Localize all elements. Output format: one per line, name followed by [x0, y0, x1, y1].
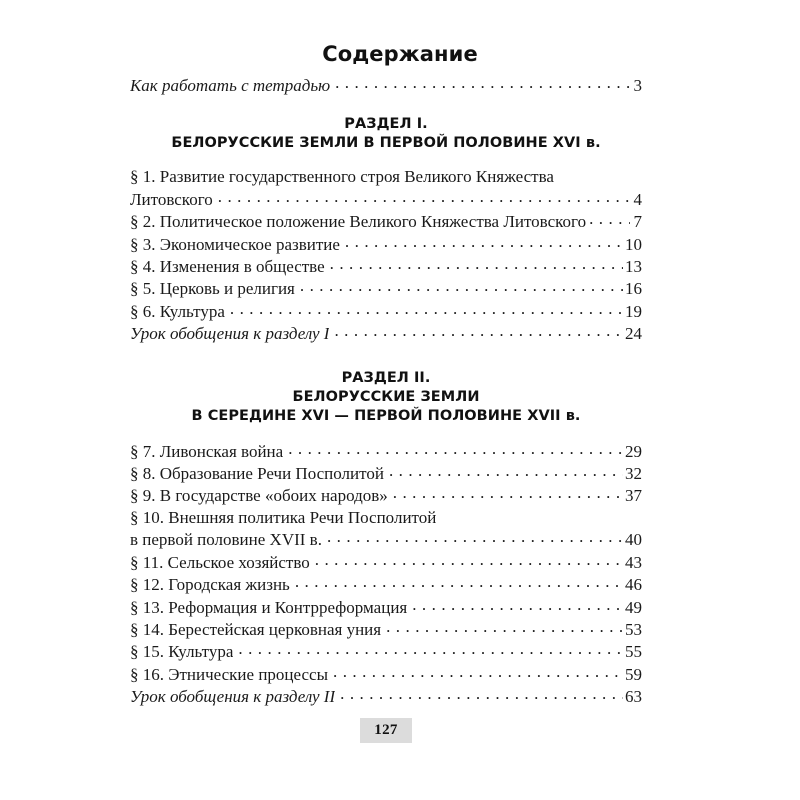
toc-entry-9[interactable] [130, 484, 642, 506]
toc-entry-page: 55 [625, 642, 642, 662]
toc-entry-label: § 12. Городская жизнь [130, 575, 290, 595]
dot-leader [386, 618, 623, 635]
dot-leader [230, 300, 623, 317]
section-heading-2 [130, 369, 642, 426]
toc-entry-page: 19 [625, 301, 642, 321]
toc-entry-label: § 9. В государстве «обоих народов» [130, 486, 388, 506]
toc-entry-7[interactable] [130, 440, 642, 462]
toc-entry-page: 37 [625, 486, 642, 506]
toc-entry-page: 32 [625, 464, 642, 484]
toc-entry-10-first-line[interactable] [130, 507, 642, 528]
toc-entry-summary-2[interactable] [130, 685, 642, 707]
dot-leader [295, 573, 623, 590]
toc-entry-page: 46 [625, 575, 642, 595]
toc-entry-label: § 5. Церковь и религия [130, 279, 295, 299]
dot-leader [334, 322, 623, 339]
toc-entry-label-continued: Литовского [130, 189, 213, 209]
dot-leader [288, 440, 623, 457]
toc-entry-label: § 6. Культура [130, 301, 225, 321]
toc-entry-10-second-line[interactable] [130, 528, 642, 550]
dot-leader [589, 210, 630, 227]
dot-leader [412, 596, 623, 613]
toc-entry-page: 7 [633, 212, 642, 232]
toc-entry-14[interactable] [130, 618, 642, 640]
dot-leader [335, 74, 630, 91]
dot-leader [389, 462, 623, 479]
toc-entry-page: 3 [633, 76, 642, 95]
section-entries-2 [130, 440, 642, 708]
toc-entry-summary-1[interactable] [130, 322, 642, 344]
toc-entry-2[interactable] [130, 210, 642, 232]
toc-entry-15[interactable] [130, 640, 642, 662]
toc-entry-11[interactable] [130, 551, 642, 573]
dot-leader [345, 233, 623, 250]
toc-entry-4[interactable] [130, 255, 642, 277]
toc-entry-13[interactable] [130, 596, 642, 618]
toc-entry-label: § 13. Реформация и Контрреформация [130, 597, 408, 617]
section-heading-line: БЕЛОРУССКИЕ ЗЕМЛИ [292, 388, 480, 405]
dot-leader [218, 188, 630, 205]
dot-leader [238, 640, 623, 657]
toc-entry-preface[interactable] [130, 74, 642, 96]
toc-entry-label: § 8. Образование Речи Посполитой [130, 464, 384, 484]
toc-entry-12[interactable] [130, 573, 642, 595]
toc-entry-label: § 15. Культура [130, 642, 234, 662]
toc-entry-label: § 4. Изменения в обществе [130, 257, 325, 277]
toc-entry-label: § 14. Берестейская церковная уния [130, 619, 382, 639]
toc-entry-6[interactable] [130, 300, 642, 322]
toc-entry-label-continued: в первой половине XVII в. [130, 530, 322, 550]
toc-entry-page: 16 [625, 279, 642, 299]
toc-entry-label: § 3. Экономическое развитие [130, 234, 340, 254]
toc-entry-label: § 16. Этнические процессы [130, 664, 328, 684]
toc-entry-16[interactable] [130, 663, 642, 685]
toc-entry-3[interactable] [130, 233, 642, 255]
section-heading-line: РАЗДЕЛ I. [344, 116, 428, 133]
dot-leader [393, 484, 623, 501]
toc-entry-label: § 1. Развитие государственного строя Великого Княжества [130, 167, 554, 187]
toc-entry-label: Урок обобщения к разделу I [130, 324, 330, 344]
toc-entry-page: 29 [625, 441, 642, 461]
toc-entry-8[interactable] [130, 462, 642, 484]
toc-entry-label: § 10. Внешняя политика Речи Посполитой [130, 507, 437, 527]
dot-leader [333, 663, 623, 680]
toc-entry-label: § 7. Ливонская война [130, 441, 284, 461]
toc-entry-page: 59 [625, 664, 642, 684]
page-title: Содержание [322, 42, 478, 66]
section-entries-1 [130, 166, 642, 344]
toc-entry-label: § 2. Политическое положение Великого Княжества Литовского [130, 212, 587, 232]
toc-entry-page: 13 [625, 257, 642, 277]
section-heading-line: РАЗДЕЛ II. [341, 369, 431, 386]
toc-entry-page: 49 [625, 597, 642, 617]
toc-entry-label: § 11. Сельское хозяйство [130, 552, 310, 572]
toc-entry-page: 40 [625, 530, 642, 550]
section-heading-1 [130, 115, 642, 153]
toc-entry-5[interactable] [130, 277, 642, 299]
toc-entry-page: 10 [625, 234, 642, 254]
toc-entry-1-second-line[interactable] [130, 188, 642, 210]
footer-page-number [360, 718, 412, 743]
toc-entry-page: 43 [625, 552, 642, 572]
toc-entry-page: 53 [625, 619, 642, 639]
toc-entry-page: 24 [625, 324, 642, 344]
dot-leader [315, 551, 623, 568]
dot-leader [327, 528, 623, 545]
toc-entry-label: Как работать с тетрадью [130, 76, 331, 95]
section-heading-line: БЕЛОРУССКИЕ ЗЕМЛИ В ПЕРВОЙ ПОЛОВИНЕ XVI в. [171, 135, 601, 152]
dot-leader [300, 277, 623, 294]
dot-leader [330, 255, 623, 272]
dot-leader [340, 685, 623, 702]
toc-content [130, 74, 642, 708]
toc-entry-1-first-line[interactable] [130, 166, 642, 187]
toc-entry-page: 4 [633, 189, 642, 209]
footer-page-number-value: 127 [374, 722, 398, 738]
toc-entry-label: Урок обобщения к разделу II [130, 687, 336, 707]
section-heading-line: В СЕРЕДИНЕ XVI — ПЕРВОЙ ПОЛОВИНЕ XVII в. [191, 407, 581, 424]
toc-entry-page: 63 [625, 687, 642, 707]
